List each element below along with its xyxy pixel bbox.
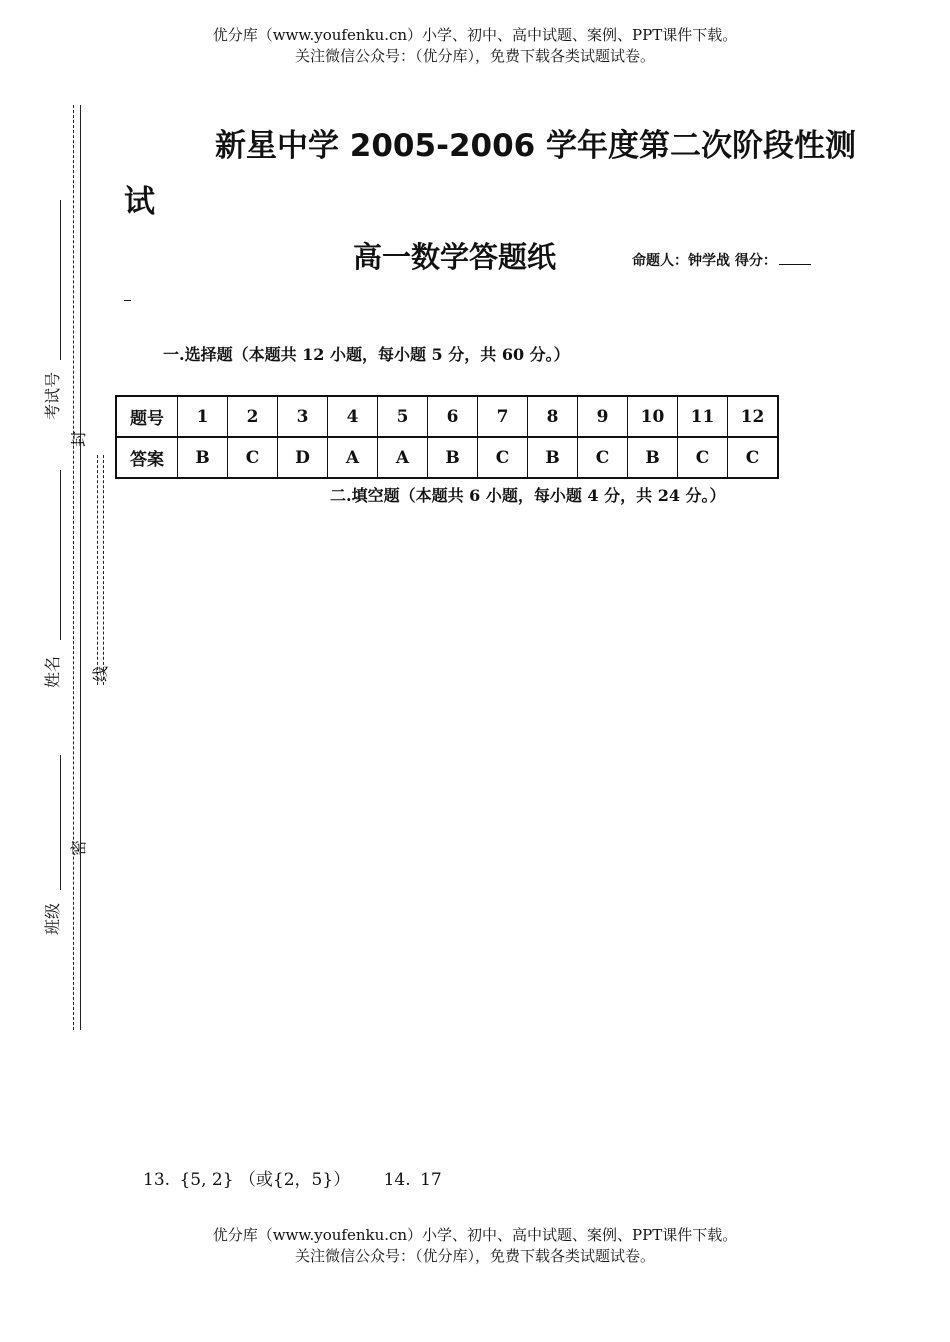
answer-cell: C	[578, 437, 628, 478]
answer-cell: C	[228, 437, 278, 478]
question-number: 3	[278, 396, 328, 437]
footer-line-2: 关注微信公众号：（优分库），免费下载各类试题试卷。	[294, 1247, 655, 1265]
answer-cell: B	[628, 437, 678, 478]
binding-solid-line	[80, 105, 81, 1030]
line-label: 线	[91, 665, 110, 682]
q14-answer: 17	[420, 1170, 442, 1190]
page-subtitle: 高一数学答题纸	[353, 240, 557, 274]
question-number: 6	[428, 396, 478, 437]
name-label: 姓名	[43, 655, 62, 688]
question-number: 11	[678, 396, 728, 437]
stray-mark	[124, 300, 131, 301]
footer-line-1: 优分库（www.youfenku.cn）小学、初中、高中试题、案例、PPT课件下载。	[212, 1226, 738, 1244]
q13-answer: {5, 2} （或{2，5}）	[179, 1170, 351, 1190]
header-line-1: 优分库（www.youfenku.cn）小学、初中、高中试题、案例、PPT课件下载。	[212, 26, 738, 44]
header-line-2: 关注微信公众号：（优分库），免费下载各类试题试卷。	[294, 47, 655, 65]
q13-label: 13.	[143, 1170, 171, 1190]
table-row-answers	[116, 437, 778, 478]
binding-dashed-line-inner-2	[103, 455, 104, 685]
fill-in-answers	[143, 1165, 446, 1190]
name-blank	[60, 470, 61, 640]
answer-cell: C	[728, 437, 779, 478]
class-label: 班级	[43, 902, 62, 935]
answer-cell: D	[278, 437, 328, 478]
question-number: 1	[178, 396, 228, 437]
answer-table	[115, 395, 779, 479]
question-number: 12	[728, 396, 779, 437]
binding-dashed-line-inner	[97, 455, 98, 685]
answer-cell: C	[678, 437, 728, 478]
exam-number-blank	[60, 200, 61, 360]
question-number: 8	[528, 396, 578, 437]
author-score	[632, 250, 811, 270]
question-number: 4	[328, 396, 378, 437]
class-blank	[60, 755, 61, 890]
question-number: 9	[578, 396, 628, 437]
question-number: 7	[478, 396, 528, 437]
section-1-heading: 一.选择题（本题共 12 小题，每小题 5 分，共 60 分。）	[163, 345, 570, 364]
question-number: 2	[228, 396, 278, 437]
page-title: 新星中学 2005-2006 学年度第二次阶段性测	[215, 128, 857, 164]
page-title-continued: 试	[124, 184, 155, 220]
answer-cell: B	[428, 437, 478, 478]
q14-label: 14.	[383, 1170, 411, 1190]
seal-label: 封	[69, 430, 88, 447]
section-2-heading: 二.填空题（本题共 6 小题，每小题 4 分，共 24 分。）	[330, 486, 726, 505]
row-label-number: 题号	[116, 396, 178, 437]
score-blank	[779, 252, 811, 265]
question-number: 5	[378, 396, 428, 437]
answer-cell: A	[328, 437, 378, 478]
exam-number-label: 考试号	[43, 371, 62, 420]
answer-cell: B	[528, 437, 578, 478]
page-footer	[0, 1225, 950, 1267]
answer-cell: B	[178, 437, 228, 478]
binding-dashed-line	[73, 105, 74, 1030]
answer-cell: C	[478, 437, 528, 478]
table-row-numbers	[116, 396, 778, 437]
page-header	[0, 25, 950, 67]
row-label-answer: 答案	[116, 437, 178, 478]
secret-label: 密	[69, 839, 88, 856]
answer-cell: A	[378, 437, 428, 478]
question-number: 10	[628, 396, 678, 437]
author-label: 命题人：钟学战 得分：	[632, 253, 777, 269]
